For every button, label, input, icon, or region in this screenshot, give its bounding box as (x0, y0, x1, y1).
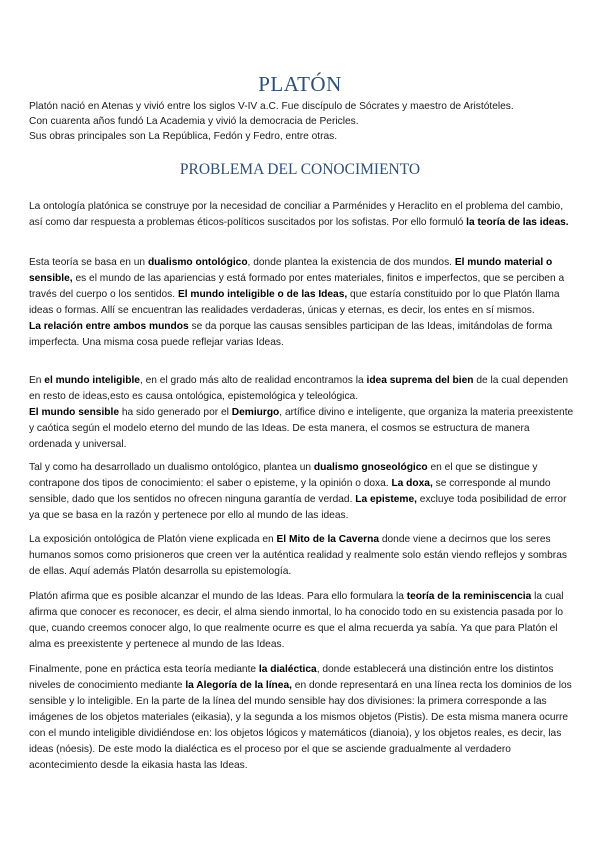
bold-term: el mundo inteligible (44, 375, 140, 386)
text-run: , artífice divino e inteligente, que organiza la materia preexistente y caótica según el modelo eterno del mundo de las Ideas. De esta manera, el cosmos se estructura de manera ordenada y universal. (29, 407, 574, 450)
text-run: se corresponde al mundo sensible, dado que los sentidos no ofrecen ninguna garantía de verdad. (29, 478, 551, 505)
text-run: La ontología platónica se construye por la necesidad de conciliar a Parménides y Heraclito en el problema del cambio, así como dar respuesta a problemas éticos-políticos suscitados por los sofistas. Por ello formuló (29, 201, 564, 228)
text-run: En (29, 375, 45, 386)
paragraph-reminiscence (29, 589, 574, 653)
bold-term: dualismo ontológico (147, 257, 248, 268)
paragraph-cave-myth (29, 532, 574, 580)
section-heading: PROBLEMA DEL CONOCIMIENTO (179, 161, 421, 178)
page-title: PLATÓN (258, 72, 342, 96)
bold-term: la teoría de las ideas. (466, 217, 569, 228)
text-run: Platón afirma que es posible alcanzar el mundo de las Ideas. Para ello formulara la (29, 591, 407, 602)
bold-term: teoría de la reminiscencia (406, 591, 532, 602)
text-run: Esta teoría se basa en un (29, 257, 148, 268)
text-run: es el mundo de las apariencias y está formado por entes materiales, finitos e imperfectos, que se perciben a través del cuerpo o los sentidos. (29, 273, 565, 300)
bold-term: idea suprema del bien (366, 375, 474, 386)
intro-block (29, 99, 574, 144)
bold-term: El mundo sensible (29, 407, 120, 418)
paragraph-ontology (29, 199, 574, 231)
text-run: la cual afirma que conocer es reconocer, es decir, el alma siendo inmortal, lo ha conocido todo en su existencia pasada por lo que, cuando creemos conocer algo, lo que realmente ocurre es que el alma recuerda ya sabía. Ya que para Platón el alma es preexistente y pertenece al mundo de las Ideas. (29, 591, 564, 650)
bold-term: Demiurgo (231, 407, 280, 418)
intro-line: Con cuarenta años fundó La Academia y vivió la democracia de Pericles. (29, 116, 359, 127)
paragraph-intelligible (29, 373, 574, 453)
text-run: donde viene a decirnos que los seres humanos somos como prisioneros que creen ver la auténtica realidad y realmente solo están viendo reflejos y sombras de ellas. Aquí además Platón desarrolla su epistemología. (29, 534, 567, 577)
bold-term: El mundo inteligible o de las Ideas, (177, 289, 348, 300)
text-run: La exposición ontológica de Platón viene explicada en (29, 534, 277, 545)
text-run: , donde establecerá una distinción entre los distintos niveles de conocimiento mediante (29, 664, 554, 691)
bold-term: la Alegoría de la línea, (185, 680, 292, 691)
bold-term: El Mito de la Caverna (276, 534, 379, 545)
bold-term: La relación entre ambos mundos (29, 321, 189, 332)
bold-term: La episteme, (355, 494, 417, 505)
text-run: en el que se distingue y contrapone dos tipos de conocimiento: el saber o episteme, y la opinión o doxa. (29, 462, 538, 489)
text-run: se da porque las causas sensibles participan de las Ideas, imitándolas de forma imperfecta. Una misma cosa puede reflejar varias Ideas. (29, 321, 553, 348)
text-run: de la cual dependen en resto de ideas,esto es causa ontológica, epistemológica y teleológica. (29, 375, 569, 402)
paragraph-dialectic (29, 662, 574, 774)
bold-term: dualismo gnoseológico (313, 462, 428, 473)
text-run: excluye toda posibilidad de error ya que se basa en la razón y pertenece por ello al mundo de las ideas. (29, 494, 567, 521)
paragraph-gnoseology (29, 460, 574, 524)
text-run: , en el grado más alto de realidad encontramos la (139, 375, 367, 386)
bold-term: El mundo material o sensible, (29, 257, 553, 284)
intro-line: Sus obras principales son La República, Fedón y Fedro, entre otras. (29, 131, 338, 142)
paragraph-dualism (29, 255, 574, 351)
text-run: ha sido generado por el (119, 407, 232, 418)
text-run: que estaría constituido por lo que Platón llama ideas o formas. Allí se encuentran las realidades verdaderas, únicas y eternas, es decir, los entes en sí mismos. (29, 289, 560, 316)
bold-term: La doxa, (391, 478, 433, 489)
bold-term: la dialéctica (258, 664, 317, 675)
text-run: Finalmente, pone en práctica esta teoría mediante (29, 664, 259, 675)
text-run: Tal y como ha desarrollado un dualismo ontológico, plantea un (29, 462, 314, 473)
intro-line: Platón nació en Atenas y vivió entre los siglos V-IV a.C. Fue discípulo de Sócrates y maestro de Aristóteles. (29, 101, 514, 112)
text-run: en donde representará en una línea recta los dominios de los sensible y lo inteligible. En la parte de la línea del mundo sensible hay dos divisiones: la primera corresponde a las imágenes de los objetos materiales (eikasia), y la segunda a los mismos objetos (Pistis). De esta misma manera ocurre con el mundo inteligible dividiéndose en: los objetos lógicos y matemáticos (dianoia), y los objetos reales, es decir, las ideas (nóesis). De este modo la dialéctica es el proceso por el que se asciende gradualmente al verdadero acontecimiento desde la eikasia hasta las Ideas. (29, 680, 572, 771)
text-run: , donde plantea la existencia de dos mundos. (247, 257, 455, 268)
